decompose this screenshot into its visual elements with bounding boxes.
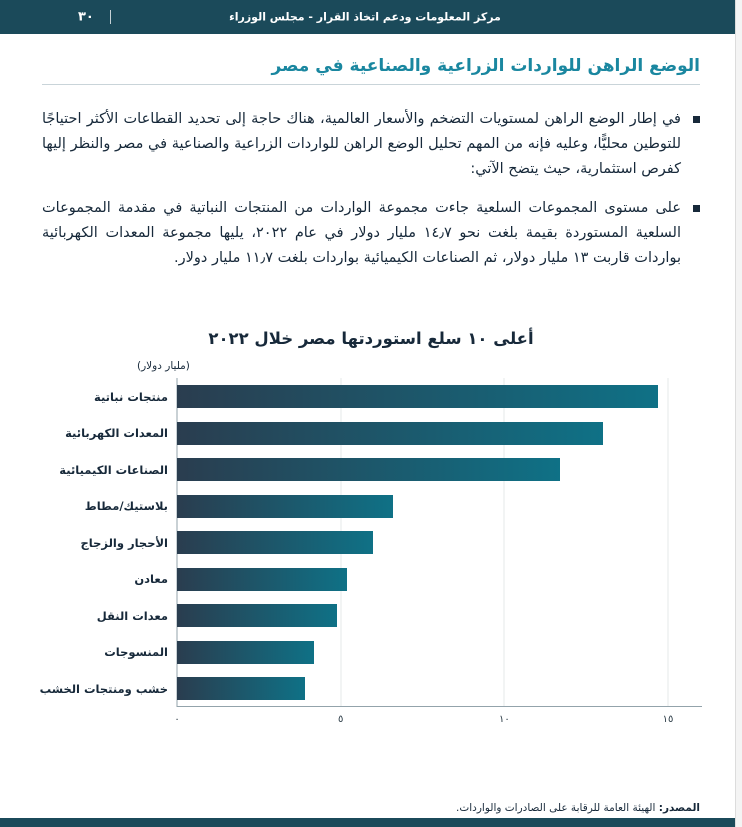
section-heading: الوضع الراهن للواردات الزراعية والصناعية في مصر bbox=[271, 56, 700, 76]
chart-bar bbox=[177, 568, 347, 591]
chart-category-label: بلاستيك/مطاط bbox=[84, 499, 168, 514]
chart-row bbox=[42, 561, 700, 598]
chart-bar bbox=[177, 677, 305, 700]
chart-bar-track bbox=[177, 422, 668, 445]
bottom-banner bbox=[0, 818, 735, 827]
bullet-square-icon bbox=[693, 116, 700, 123]
x-tick-label: ٥ bbox=[337, 713, 344, 725]
chart-row bbox=[42, 597, 700, 634]
x-tick-label: ٠ bbox=[174, 713, 180, 725]
banner-divider bbox=[110, 10, 111, 24]
chart-unit-label: (مليار دولار) bbox=[137, 360, 190, 373]
bar-chart bbox=[39, 360, 700, 733]
chart-row bbox=[42, 488, 700, 525]
source-text: الهيئة العامة للرقابة على الصادرات والواردات. bbox=[456, 802, 659, 814]
chart-bar-track bbox=[177, 641, 668, 664]
chart-bar bbox=[177, 531, 373, 554]
chart-category-label: معدات النقل bbox=[96, 608, 168, 623]
chart-category-label: المعدات الكهربائية bbox=[65, 426, 168, 441]
bullet-item bbox=[42, 107, 700, 183]
chart-row bbox=[42, 451, 700, 488]
x-tick-label: ١٠ bbox=[498, 713, 510, 725]
chart-row bbox=[42, 415, 700, 452]
chart-bar bbox=[177, 604, 337, 627]
chart-bar-track bbox=[177, 531, 668, 554]
chart-bar-track bbox=[177, 604, 668, 627]
chart-canvas bbox=[39, 378, 700, 733]
bullet-item bbox=[42, 196, 700, 272]
bullet-text: في إطار الوضع الراهن لمستويات التضخم والأسعار العالمية، هناك حاجة إلى تحديد القطاعات الأكثر احتياجًا للتوطين محليًّا، وعليه فإنه من المهم تحليل الوضع الراهن للواردات الزراعية والصناعية في مصر والنظر إليها كفرص استثمارية، حيث يتضح الآتي: bbox=[42, 111, 681, 178]
bullet-list bbox=[42, 107, 700, 271]
bullet-text: على مستوى المجموعات السلعية جاءت مجموعة الواردات من المنتجات النباتية في مقدمة المجموعات السلعية المستوردة بقيمة بلغت نحو ١٤٫٧ مليار دولار في عام ٢٠٢٢، يليها مجموعة المعدات الكهربائية بواردات قاربت ١٣ مليار دولار، ثم الصناعات الكيميائية بواردات بلغت ١١٫٧ مليار دولار. bbox=[42, 199, 681, 267]
top-banner bbox=[0, 0, 735, 34]
chart-bar-track bbox=[177, 677, 668, 700]
chart-bar bbox=[177, 458, 560, 481]
chart-category-label: المنسوجات bbox=[104, 645, 168, 660]
chart-category-label: الأحجار والزجاج bbox=[80, 535, 168, 550]
chart-bar-track bbox=[177, 568, 668, 591]
chart-bar-track bbox=[177, 495, 668, 518]
chart-row bbox=[39, 670, 700, 707]
chart-category-label: الصناعات الكيميائية bbox=[59, 462, 168, 477]
chart-bar-track bbox=[177, 385, 668, 408]
heading-divider bbox=[42, 84, 700, 85]
chart-category-label: منتجات نباتية bbox=[94, 389, 168, 404]
x-tick-label: ١٥ bbox=[662, 713, 674, 725]
chart-bar bbox=[177, 385, 658, 408]
source-note bbox=[456, 802, 700, 814]
chart-bar bbox=[177, 422, 603, 445]
chart-bar bbox=[177, 495, 393, 518]
chart-rows bbox=[39, 378, 700, 733]
chart-bar bbox=[177, 641, 314, 664]
chart-category-label: خشب ومنتجات الخشب bbox=[39, 681, 168, 696]
chart-row bbox=[42, 634, 700, 671]
x-axis-ticks bbox=[174, 707, 674, 733]
page-number: ٣٠ bbox=[78, 9, 94, 25]
source-label: المصدر: bbox=[658, 802, 700, 814]
chart-bar-track bbox=[177, 458, 668, 481]
chart-category-label: معادن bbox=[134, 572, 168, 587]
bullet-square-icon bbox=[693, 205, 700, 212]
chart-title: أعلى ١٠ سلع استوردتها مصر خلال ٢٠٢٢ bbox=[208, 329, 534, 349]
page-edge bbox=[735, 0, 742, 827]
banner-title: مركز المعلومات ودعم اتخاذ القرار - مجلس الوزراء bbox=[229, 10, 501, 24]
chart-row bbox=[42, 524, 700, 561]
chart-row bbox=[42, 378, 700, 415]
